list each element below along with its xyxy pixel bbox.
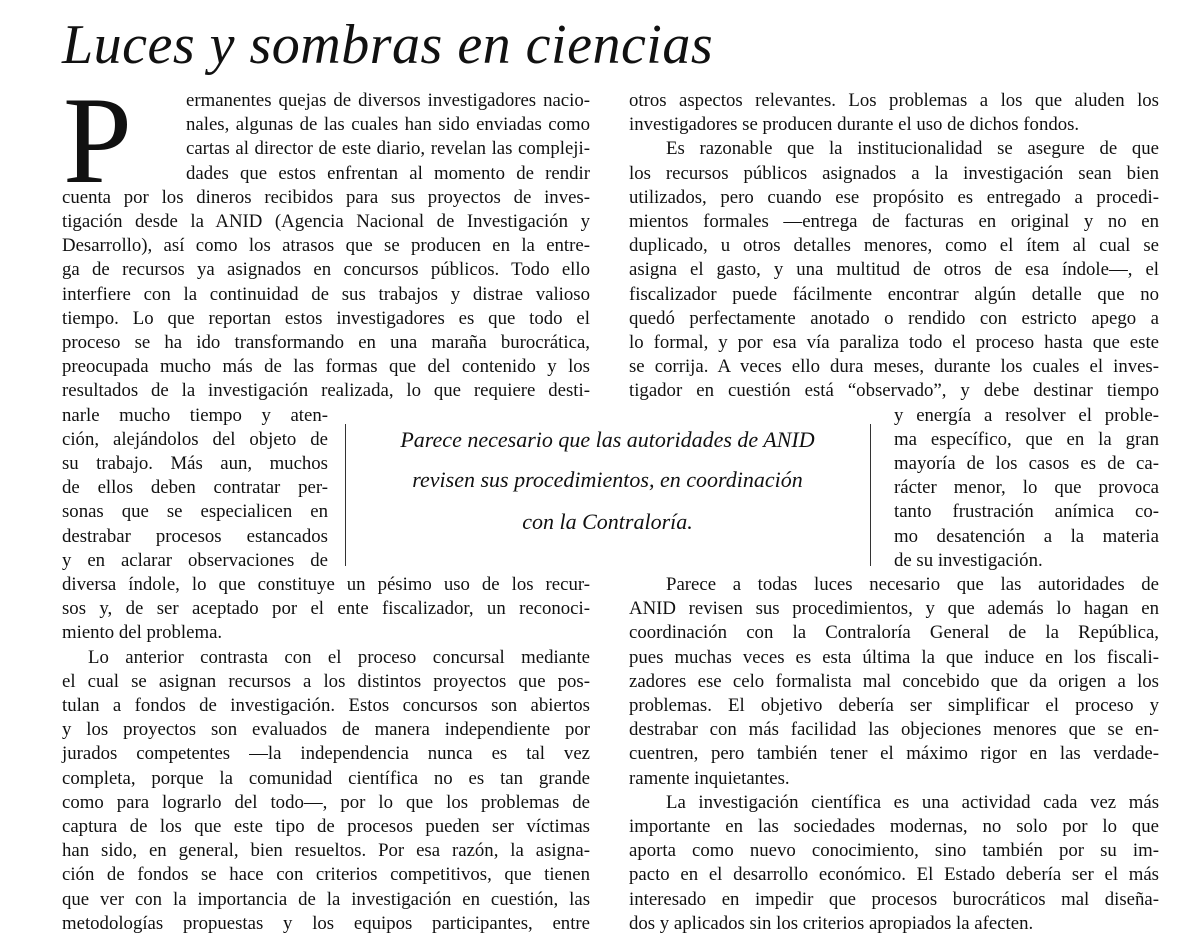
text-line: Parece a todas luces necesario que las autoridades de bbox=[666, 574, 1159, 595]
text-line: aporta como nuevo conocimiento, sino también por su im- bbox=[629, 840, 1159, 862]
text-line: interesado en impedir que procesos burocráticos mal diseña- bbox=[629, 888, 1159, 910]
text-line: destrabar con más facilidad las objeciones menores que se en- bbox=[629, 719, 1159, 741]
text-line: pues muchas veces es esta última la que induce en los fiscali- bbox=[629, 646, 1159, 668]
text-line: y los proyectos son evaluados de manera independiente por bbox=[62, 719, 590, 741]
text-line: y energía a resolver el proble- bbox=[894, 404, 1159, 426]
text-line: miento del problema. bbox=[62, 622, 223, 644]
text-line: ramente inquietantes. bbox=[629, 767, 790, 789]
text-line: ANID revisen sus procedimientos, y que además lo hagan en bbox=[629, 598, 1159, 620]
text-line: se corrija. A veces ello dura meses, durante los cuales el inves- bbox=[629, 356, 1159, 378]
text-line: y en aclarar observaciones de bbox=[62, 549, 328, 571]
text-line: diversa índole, lo que constituye un pésimo uso de los recur- bbox=[62, 574, 590, 595]
text-line: el cual se asignan recursos a los distintos proyectos que pos- bbox=[62, 670, 590, 692]
text-line: dades que estos enfrentan al momento de rendir bbox=[186, 162, 590, 184]
pull-quote-left-rule bbox=[345, 424, 346, 566]
text-line: coordinación con la Contraloría General de la República, bbox=[629, 622, 1159, 644]
text-line: metodologías propuestas y los equipos participantes, entre bbox=[62, 912, 590, 934]
text-line: nales, algunas de las cuales han sido enviadas como bbox=[186, 114, 590, 136]
text-line: fiscalizador puede fácilmente encontrar algún detalle que no bbox=[629, 283, 1159, 305]
text-line: que ver con la importancia de la investigación en cuestión, las bbox=[62, 888, 590, 910]
text-line: asigna el gasto, y una multitud de otros de esa índole—, el bbox=[629, 259, 1159, 281]
text-line: resultados de la investigación realizada, lo que requiere desti- bbox=[62, 380, 590, 402]
text-line: importante en las sociedades modernas, no solo por lo que bbox=[629, 816, 1159, 837]
text-line: investigadores se producen durante el uso de dichos fondos. bbox=[629, 114, 1080, 136]
text-line: tulan a fondos de investigación. Estos concursos son abiertos bbox=[62, 695, 590, 716]
text-line: jurados competentes —la independencia nunca es tal vez bbox=[62, 743, 590, 765]
text-line: duplicado, u otros detalles menores, como el ítem al cual se bbox=[629, 235, 1159, 257]
text-line: ermanentes quejas de diversos investigadores nacio- bbox=[186, 90, 590, 111]
text-line: sonas que se especialicen en bbox=[62, 501, 328, 523]
text-line: interfiere con la continuidad de sus trabajos y distrae valioso bbox=[62, 283, 590, 305]
text-line: preocupada mucho más de las formas que del contenido y los bbox=[62, 356, 590, 378]
text-line: mo desatención a la materia bbox=[894, 525, 1159, 547]
text-line: destrabar procesos estancados bbox=[62, 525, 328, 547]
drop-cap: P bbox=[63, 72, 132, 209]
text-line: cuenta por los dineros recibidos para sus proyectos de inves- bbox=[62, 186, 590, 208]
text-line: pacto en el desarrollo económico. El Estado debería ser el más bbox=[629, 864, 1159, 886]
text-line: Lo anterior contrasta con el proceso concursal mediante bbox=[88, 646, 590, 668]
text-line: Es razonable que la institucionalidad se asegure de que bbox=[666, 138, 1159, 160]
text-line: cartas al director de este diario, revelan las compleji- bbox=[186, 138, 590, 160]
text-line: mientos formales —entrega de facturas en original y no en bbox=[629, 211, 1159, 232]
text-line: tigador en cuestión está “observado”, y debe destinar tiempo bbox=[629, 380, 1159, 402]
text-line: como para lograrlo del todo—, por lo que los problemas de bbox=[62, 791, 590, 813]
text-line: dos y aplicados sin los criterios apropiados la afecten. bbox=[629, 912, 1034, 934]
text-line: zadores ese celo formalista mal concebido que da origen a los bbox=[629, 670, 1159, 692]
text-line: tanto frustración anímica co- bbox=[894, 501, 1159, 523]
text-line: cuentren, pero también tener el máximo rigor en las verdade- bbox=[629, 743, 1159, 765]
text-line: su trabajo. Más aun, muchos bbox=[62, 453, 328, 474]
text-line: de su investigación. bbox=[894, 549, 1043, 571]
text-line: ga de recursos ya asignados en concursos públicos. Todo ello bbox=[62, 259, 590, 281]
text-line: utilizados, pero cuando ese propósito es entregado a procedi- bbox=[629, 186, 1159, 208]
text-line: los recursos públicos asignados a la investigación sean bien bbox=[629, 162, 1159, 184]
pull-quote-line: Parece necesario que las autoridades de ANID bbox=[400, 427, 815, 452]
text-line: La investigación científica es una actividad cada vez más bbox=[666, 791, 1159, 813]
text-line: han sido, en general, bien resueltos. Por esa razón, la asigna- bbox=[62, 840, 590, 862]
text-line: ma específico, que en la gran bbox=[894, 428, 1159, 450]
text-line: tigación desde la ANID (Agencia Nacional de Investigación y bbox=[62, 211, 590, 232]
pull-quote-right-rule bbox=[870, 424, 871, 566]
text-line: lo formal, y por esa vía paraliza todo el proceso hasta que este bbox=[629, 332, 1159, 353]
text-line: ción de fondos se hace con criterios competitivos, que tienen bbox=[62, 864, 590, 886]
text-line: de ellos deben contratar per- bbox=[62, 477, 328, 499]
text-line: Desarrollo), así como los atrasos que se producen en la entre- bbox=[62, 235, 590, 257]
text-line: problemas. El objetivo debería ser simplificar el proceso y bbox=[629, 695, 1159, 716]
text-line: sos y, de ser aceptado por el ente fiscalizador, un reconoci- bbox=[62, 598, 590, 620]
pull-quote-line: con la Contraloría. bbox=[522, 509, 693, 534]
article-title: Luces y sombras en ciencias bbox=[62, 14, 714, 76]
pull-quote-line: revisen sus procedimientos, en coordinación bbox=[412, 467, 803, 492]
text-line: quedó perfectamente anotado o rendido con estricto apego a bbox=[629, 307, 1159, 329]
text-line: tiempo. Lo que reportan estos investigadores es que todo el bbox=[62, 307, 590, 329]
text-line: rácter menor, lo que provoca bbox=[894, 477, 1159, 499]
text-line: mayoría de los casos es de ca- bbox=[894, 453, 1159, 474]
text-line: completa, porque la comunidad científica no es tan grande bbox=[62, 767, 590, 789]
text-line: ción, alejándolos del objeto de bbox=[62, 428, 328, 450]
text-line: proceso se ha ido transformando en una maraña burocrática, bbox=[62, 332, 590, 353]
text-line: otros aspectos relevantes. Los problemas a los que aluden los bbox=[629, 90, 1159, 111]
text-line: narle mucho tiempo y aten- bbox=[62, 404, 328, 426]
text-line: captura de los que este tipo de procesos pueden ser víctimas bbox=[62, 816, 590, 837]
